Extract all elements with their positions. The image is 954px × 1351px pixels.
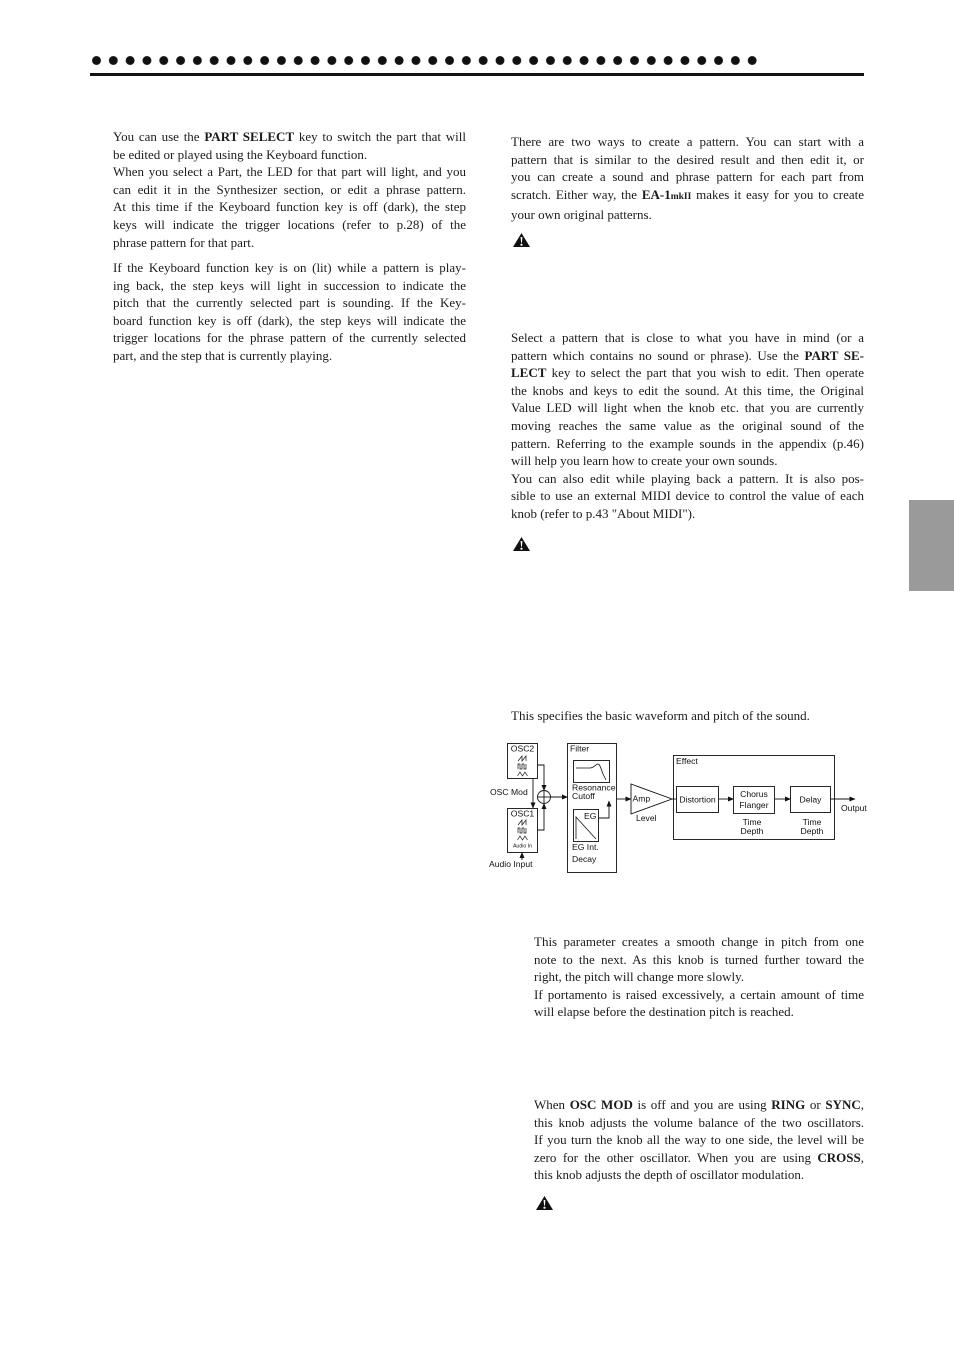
text-line (113, 198, 466, 216)
triangle-wave-icon (518, 772, 528, 776)
text-run: the knobs and keys to edit the sound. At this time, the Original (511, 382, 864, 398)
text-run: This parameter creates a smooth change in pitch from one (534, 934, 864, 949)
text-line (511, 707, 864, 725)
text-run: trigger locations for the phrase pattern of the currently selected (113, 330, 466, 346)
text-run: be edited or played using the Keyboard function. (113, 146, 368, 162)
creating-patterns-text (511, 133, 864, 224)
text-line (511, 382, 864, 400)
text-line (511, 505, 864, 523)
osc1-label: OSC1 (510, 808, 535, 819)
filter-label: Filter (570, 743, 590, 754)
text-line (511, 133, 864, 151)
text-run: When (534, 1097, 570, 1112)
chorus-depth-label: Depth (740, 826, 764, 836)
cutoff-label: Cutoff (572, 791, 595, 801)
text-run: This specifies the basic waveform and pitch of the sound. (511, 708, 810, 723)
text-run: If the Keyboard function key is on (lit) while a pattern is play- (113, 260, 466, 275)
decay-label: Decay (572, 854, 597, 864)
text-line (113, 128, 466, 146)
text-line (511, 487, 864, 505)
text-line (113, 277, 466, 295)
text-run: At this time if the Keyboard function key is off (dark), the step (113, 199, 466, 215)
delay-depth-label: Depth (800, 826, 824, 836)
header-dot-rule (92, 56, 765, 65)
pulse-wave-icon (518, 828, 526, 833)
flanger-label: Flanger (739, 800, 769, 810)
text-run: pitch that the currently selected part is sounding. If the Key- (113, 295, 466, 311)
audio-input-label: Audio Input (489, 859, 533, 869)
text-run: moving reaches the same value as the original sound of the (511, 417, 864, 433)
text-line (534, 1114, 864, 1132)
osc-mod-label: OSC Mod (490, 787, 528, 797)
signal-flow-diagram (480, 738, 875, 878)
signal-arrow (538, 765, 545, 791)
text-run: zero for the other oscillator. When you are using (534, 1149, 818, 1165)
text-run: key to select the part that you wish to edit. Then operate (546, 365, 864, 381)
portamento-text (534, 933, 864, 1021)
text-run: sible to use an external MIDI device to control the value of each (511, 488, 864, 504)
text-line (511, 186, 864, 207)
triangle-wave-icon (518, 836, 528, 840)
text-line (511, 206, 864, 224)
text-run: will elapse before the destination pitch is reached. (534, 1004, 794, 1020)
bold-term: PART SELECT (204, 129, 295, 144)
text-run: your own original patterns. (511, 207, 652, 223)
text-run: can edit it in the Synthesizer section, or edit a phrase pattern. (113, 181, 466, 197)
effect-label: Effect (676, 756, 698, 766)
text-run: pattern which contains no sound or phrase). Use the (511, 347, 805, 363)
editing-text (511, 329, 864, 523)
text-run: board function key is off (dark), the step keys will indicate the (113, 312, 466, 328)
text-line (113, 181, 466, 199)
text-line (511, 329, 864, 347)
text-run: pattern. Referring to the example sounds in the appendix (p.46) (511, 435, 864, 451)
text-run: phrase pattern for that part. (113, 234, 255, 250)
text-run: scratch. Either way, the (511, 186, 642, 202)
audio-in-label: Audio In (512, 843, 533, 850)
text-run: pattern that is similar to the desired result and then edit it, or (511, 151, 864, 167)
text-line (113, 146, 466, 164)
text-run: ing back, the step keys will light in succession to indicate the (113, 277, 466, 293)
saw-wave-icon (518, 756, 526, 761)
text-run: or (805, 1097, 826, 1112)
text-line (534, 1096, 864, 1114)
text-line (511, 452, 864, 470)
text-run: note to the next. As this knob is turned further toward the (534, 951, 864, 967)
text-line (113, 347, 466, 365)
text-run: knob (refer to p.43 "About MIDI"). (511, 505, 696, 521)
text-line (534, 1149, 864, 1167)
bold-term: EA-1 (641, 186, 671, 202)
text-line (534, 951, 864, 969)
osc-balance-text (534, 1096, 864, 1184)
section-tab (909, 500, 954, 591)
caution-icon (535, 1195, 554, 1211)
text-line (534, 1166, 864, 1184)
chorus-label: Chorus (740, 789, 768, 799)
text-line (534, 986, 864, 1004)
text-run: you can create a sound and phrase pattern for each part from (511, 169, 864, 185)
eg-int-label: EG Int. (572, 842, 599, 852)
left-column-part-select-text (113, 128, 466, 251)
text-run: You can use the (113, 129, 205, 144)
text-run: is off and you are using (632, 1097, 772, 1112)
caution-icon (512, 232, 531, 248)
text-line (511, 364, 864, 382)
text-line (113, 329, 466, 347)
text-run: will help you learn how to create your own sounds. (511, 453, 778, 469)
text-run: If portamento is raised excessively, a certain amount of time (534, 986, 864, 1002)
bold-term: PART SE- (804, 347, 864, 363)
text-run: this knob adjusts the depth of oscillator modulation. (534, 1167, 805, 1183)
text-run: If you turn the knob all the way to one side, the level will be (534, 1132, 864, 1148)
left-column-step-keys-text (113, 259, 466, 365)
bold-term: mkII (670, 191, 692, 202)
signal-arrow (538, 804, 545, 831)
eg-to-cutoff-arrow (599, 801, 610, 818)
text-line (534, 1131, 864, 1149)
text-run: , (860, 1097, 864, 1112)
text-line (113, 234, 466, 252)
text-line (534, 1003, 864, 1021)
text-line (511, 417, 864, 435)
text-run: , (860, 1149, 864, 1165)
resonance-label: Resonance (572, 782, 616, 793)
delay-label: Delay (799, 794, 822, 805)
text-run: part, and the step that is currently playing. (113, 347, 333, 363)
header-rule (90, 73, 864, 76)
pulse-wave-icon (518, 764, 526, 769)
text-run: There are two ways to create a pattern. You can start with a (511, 134, 864, 149)
chorus-time-label: Time (742, 817, 762, 827)
text-run: right, the pitch will change more slowly. (534, 969, 744, 985)
text-line (113, 163, 466, 181)
text-run: keys will indicate the trigger locations (refer to p.28) of the (113, 216, 466, 232)
bold-term: SYNC (825, 1097, 861, 1112)
osc2-label: OSC2 (510, 743, 535, 754)
text-run: makes it easy for you to create (691, 186, 864, 202)
text-line (511, 470, 864, 488)
text-run: this knob adjusts the volume balance of the two oscillators. (534, 1114, 864, 1130)
text-line (534, 933, 864, 951)
filter-curve-icon (574, 761, 610, 783)
text-run: key to switch the part that will (294, 129, 466, 144)
amp-label: Amp (632, 793, 651, 804)
saw-wave-icon (518, 820, 526, 825)
text-line (511, 347, 864, 365)
text-run: When you select a Part, the LED for that part will light, and you (113, 164, 466, 180)
text-line (113, 312, 466, 330)
bold-term: CROSS (817, 1149, 861, 1165)
bold-term: RING (771, 1097, 806, 1112)
text-line (534, 968, 864, 986)
text-run: Value LED will light when the knob etc. that you are currently (511, 400, 864, 416)
text-line (511, 151, 864, 169)
delay-time-label: Time (802, 817, 822, 827)
text-run: You can also edit while playing back a pattern. It is also pos- (511, 470, 864, 486)
caution-icon (512, 536, 531, 552)
oscillator-intro-text (511, 707, 864, 725)
text-line (511, 435, 864, 453)
text-run: Select a pattern that is close to what you have in mind (or a (511, 330, 864, 345)
level-label: Level (636, 813, 657, 823)
output-label: Output (841, 803, 867, 813)
text-line (113, 294, 466, 312)
bold-term: LECT (511, 365, 547, 381)
bold-term: OSC MOD (569, 1097, 633, 1112)
eg-label: EG (584, 811, 597, 821)
text-line (511, 168, 864, 186)
text-line (113, 216, 466, 234)
distortion-label: Distortion (679, 794, 716, 805)
text-line (511, 399, 864, 417)
text-line (113, 259, 466, 277)
